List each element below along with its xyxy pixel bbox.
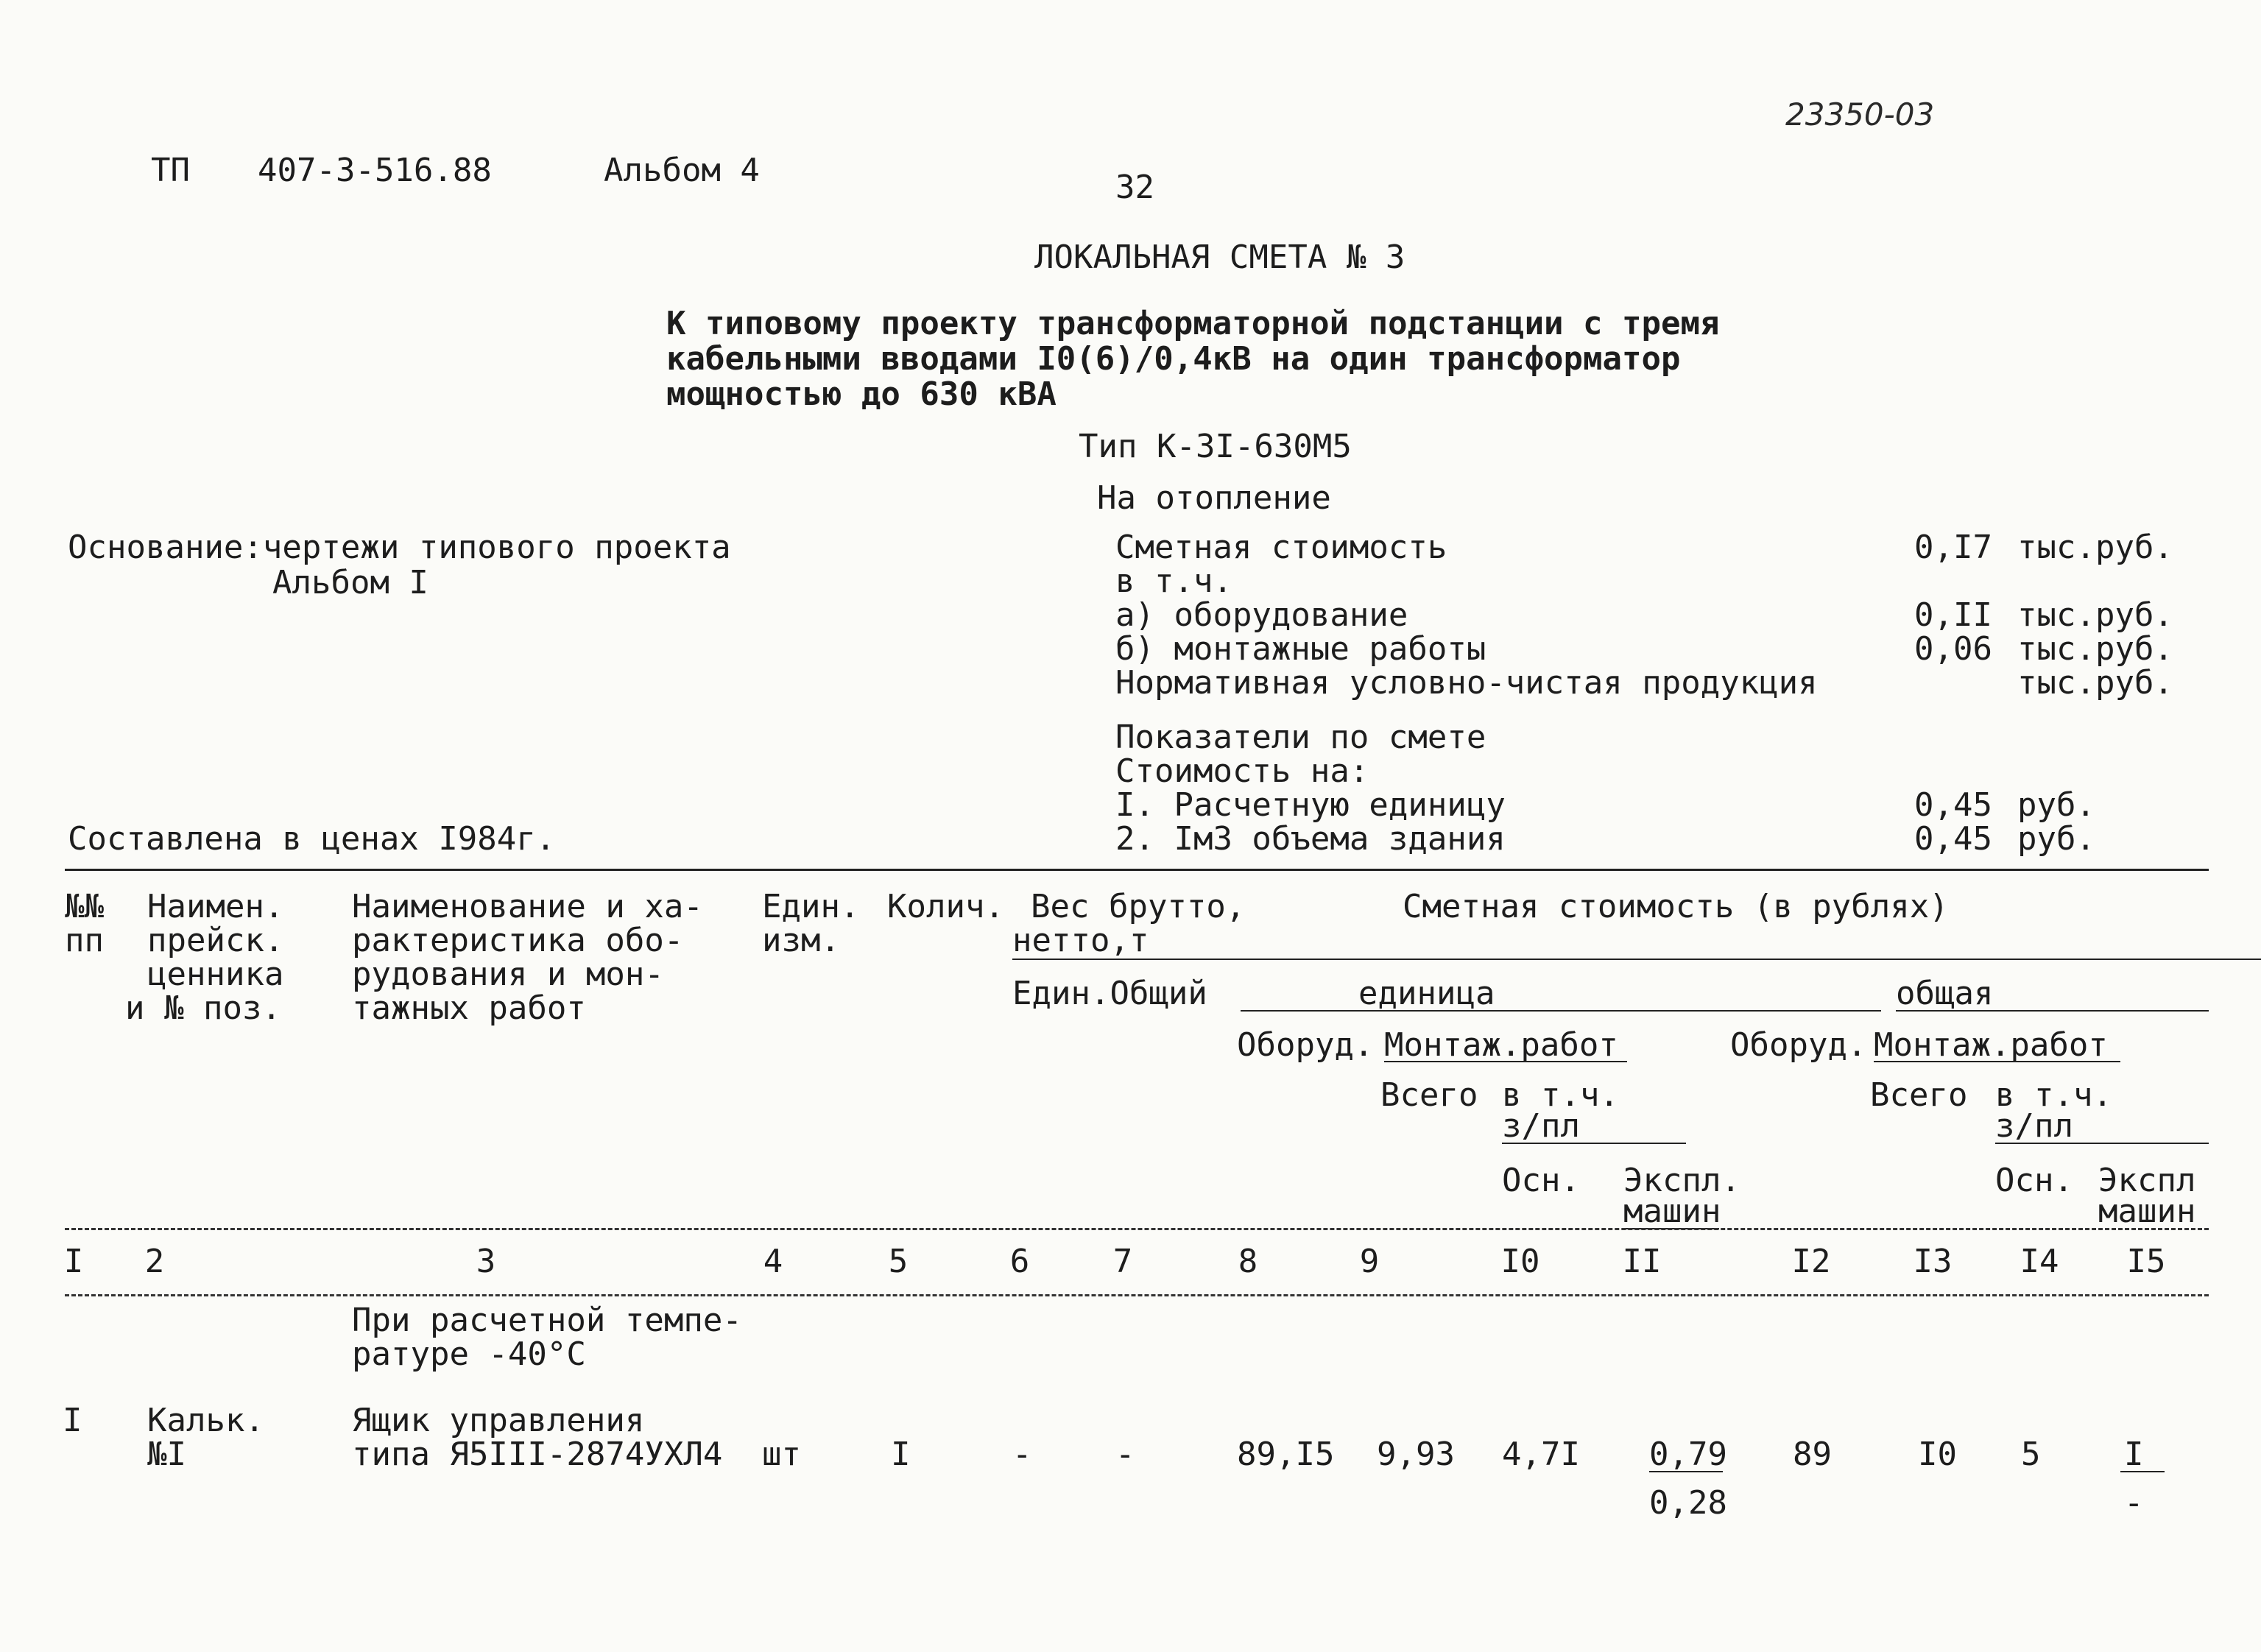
hdr-osn-total: Осн. [1995, 1162, 2073, 1199]
hdr-weight-sub: нетто,т [1012, 922, 1149, 959]
row-1-ref-2: №I [147, 1436, 186, 1473]
hdr-total-group: общая [1896, 975, 1994, 1012]
hdr-name-1: Наименование и ха- [352, 888, 703, 925]
cost-value-total: 0,I7 [1914, 529, 1992, 566]
row-1-qty: I [891, 1436, 911, 1473]
header-bottom-rule [65, 1228, 2209, 1230]
table-top-rule [65, 869, 2209, 871]
row-1-weight-total: - [1115, 1436, 1135, 1473]
hdr-unit-group-rule [1241, 1010, 1881, 1012]
subtitle-line-3: мощностью до 630 кВА [666, 375, 1057, 413]
col-num-9: 9 [1359, 1243, 1380, 1280]
col-num-10: I0 [1500, 1243, 1540, 1280]
col-num-12: I2 [1791, 1243, 1831, 1280]
hdr-exp-total-2: машин [2098, 1193, 2196, 1230]
col-num-4: 4 [763, 1243, 783, 1280]
cost-label-total: Сметная стоимость [1115, 529, 1447, 566]
hdr-weight-underline [1012, 959, 2261, 960]
row-1-exp-total: I [2124, 1436, 2144, 1473]
cost-label-install: б) монтажные работы [1115, 630, 1486, 668]
hdr-ref-2: прейск. [147, 922, 284, 959]
cost-label-incl: в т.ч. [1115, 562, 1232, 600]
hdr-num-2: пп [65, 922, 104, 959]
indicators-title: Показатели по смете [1115, 719, 1486, 756]
hdr-install-unit: Монтаж.работ [1384, 1026, 1618, 1064]
row-1-install-total-unit: 9,93 [1377, 1436, 1455, 1473]
cost-unit-equipment: тыс.руб. [2017, 596, 2173, 634]
row-1-exp-unit-zpl: 0,28 [1649, 1484, 1727, 1522]
basis-line-2: Альбом I [272, 564, 428, 601]
cost-unit-normative: тыс.руб. [2017, 664, 2173, 702]
cost-value-equipment: 0,II [1914, 596, 1992, 634]
col-num-5: 5 [888, 1243, 909, 1280]
cost-unit-install: тыс.руб. [2017, 630, 2173, 668]
hdr-weight-cols: Един.Общий [1012, 975, 1207, 1012]
type-line: Тип К-3I-630М5 [1079, 428, 1352, 465]
hdr-unit-1: Един. [762, 888, 860, 925]
col-num-11: II [1622, 1243, 1662, 1280]
row-1-exp-total-zpl: - [2124, 1484, 2144, 1522]
indicators-subtitle: Стоимость на: [1115, 752, 1369, 790]
hdr-equip-unit: Оборуд. [1237, 1026, 1374, 1064]
row-1-osn-unit: 4,7I [1502, 1436, 1580, 1473]
hdr-exp-unit-1: Экспл. [1623, 1162, 1740, 1199]
hdr-install-total: Монтаж.работ [1874, 1026, 2108, 1064]
page-number: 32 [1115, 169, 1154, 206]
section-note-1: При расчетной темпе- [352, 1302, 742, 1339]
hdr-incl-unit: в т.ч. [1502, 1076, 1619, 1114]
row-1-install-total: I0 [1918, 1436, 1957, 1473]
cost-label-normative: Нормативная условно-чистая продукция [1115, 664, 1818, 702]
purpose-line: На отопление [1097, 479, 1331, 517]
col-num-15: I5 [2126, 1243, 2166, 1280]
hdr-zpl-unit: з/пл [1502, 1107, 1580, 1145]
indicator-label-2: 2. IмЗ объема здания [1115, 820, 1506, 858]
hdr-name-4: тажных работ [352, 989, 586, 1027]
hdr-unit-2: изм. [762, 922, 840, 959]
hdr-cost-title: Сметная стоимость (в рублях) [1403, 888, 1949, 925]
header-code: 407-3-516.88 [258, 152, 492, 189]
hdr-unit-group: единица [1358, 975, 1495, 1012]
indicator-unit-2: руб. [2017, 820, 2095, 858]
header-album: Альбом 4 [604, 152, 760, 189]
subtitle-line-1: К типовому проекту трансформаторной подстанции с тремя [666, 305, 1720, 342]
document-title: ЛОКАЛЬНАЯ СМЕТА № 3 [1034, 239, 1405, 276]
indicator-value-1: 0,45 [1914, 786, 1992, 824]
row-1-unit: шт [762, 1436, 801, 1473]
hdr-weight: Вес брутто, [1031, 888, 1246, 925]
row-1-weight-unit: - [1012, 1436, 1032, 1473]
hdr-osn-unit: Осн. [1502, 1162, 1580, 1199]
row-1-exp-unit: 0,79 [1649, 1436, 1727, 1473]
row-1-equip-unit: 89,I5 [1237, 1436, 1335, 1473]
col-num-14: I4 [2020, 1243, 2059, 1280]
row-1-exp-total-rule [2120, 1471, 2165, 1472]
hdr-incl-total: в т.ч. [1995, 1076, 2112, 1114]
row-1-osn-total: 5 [2021, 1436, 2041, 1473]
hdr-zpl-unit-rule [1502, 1143, 1686, 1144]
hdr-ref-1: Наимен. [147, 888, 284, 925]
basis-line-1: Основание:чертежи типового проекта [68, 529, 731, 566]
hdr-name-3: рудования и мон- [352, 956, 664, 993]
col-num-1: I [63, 1243, 84, 1280]
row-1-equip-total: 89 [1793, 1436, 1832, 1473]
hdr-total-unit: Всего [1380, 1076, 1478, 1114]
col-num-7: 7 [1112, 1243, 1133, 1280]
col-num-6: 6 [1009, 1243, 1030, 1280]
col-num-8: 8 [1238, 1243, 1258, 1280]
col-num-3: 3 [476, 1243, 496, 1280]
row-1-ref-1: Кальк. [147, 1402, 264, 1439]
hdr-qty: Колич. [887, 888, 1004, 925]
hdr-exp-total-1: Экспл [2098, 1162, 2196, 1199]
indicator-label-1: I. Расчетную единицу [1115, 786, 1506, 824]
hdr-zpl-total: з/пл [1995, 1107, 2073, 1145]
hdr-equip-total: Оборуд. [1730, 1026, 1867, 1064]
cost-unit-total: тыс.руб. [2017, 529, 2173, 566]
prices-note: Составлена в ценах I984г. [68, 820, 556, 858]
indicator-unit-1: руб. [2017, 786, 2095, 824]
hdr-ref-3: ценника [147, 956, 284, 993]
hdr-exp-unit-2: машин [1623, 1193, 1721, 1230]
header-tp: ТП [151, 152, 190, 189]
col-numbers-bottom-rule [65, 1294, 2209, 1296]
cost-value-install: 0,06 [1914, 630, 1992, 668]
hdr-zpl-total-rule [1995, 1143, 2209, 1144]
hdr-install-total-rule [1874, 1061, 2120, 1062]
hdr-install-unit-rule [1384, 1061, 1627, 1062]
col-num-2: 2 [144, 1243, 165, 1280]
col-num-13: I3 [1913, 1243, 1953, 1280]
section-note-2: ратуре -40°С [352, 1335, 586, 1373]
subtitle-line-2: кабельными вводами I0(6)/0,4кВ на один трансформатор [666, 340, 1681, 378]
row-1-name-2: типа Я5III-2874УХЛ4 [352, 1436, 723, 1473]
cost-label-equipment: а) оборудование [1115, 596, 1408, 634]
hdr-name-2: рактеристика обо- [352, 922, 684, 959]
indicator-value-2: 0,45 [1914, 820, 1992, 858]
hdr-ref-4: и № поз. [125, 989, 281, 1027]
row-1-exp-unit-rule [1649, 1471, 1723, 1472]
row-1-name-1: Ящик управления [352, 1402, 645, 1439]
hdr-total-group-rule [1896, 1010, 2209, 1012]
row-1-num: I [63, 1402, 82, 1439]
handwritten-doc-number: 23350-03 [1785, 96, 1935, 133]
hdr-num-1: №№ [65, 888, 104, 925]
hdr-total-total: Всего [1870, 1076, 1968, 1114]
